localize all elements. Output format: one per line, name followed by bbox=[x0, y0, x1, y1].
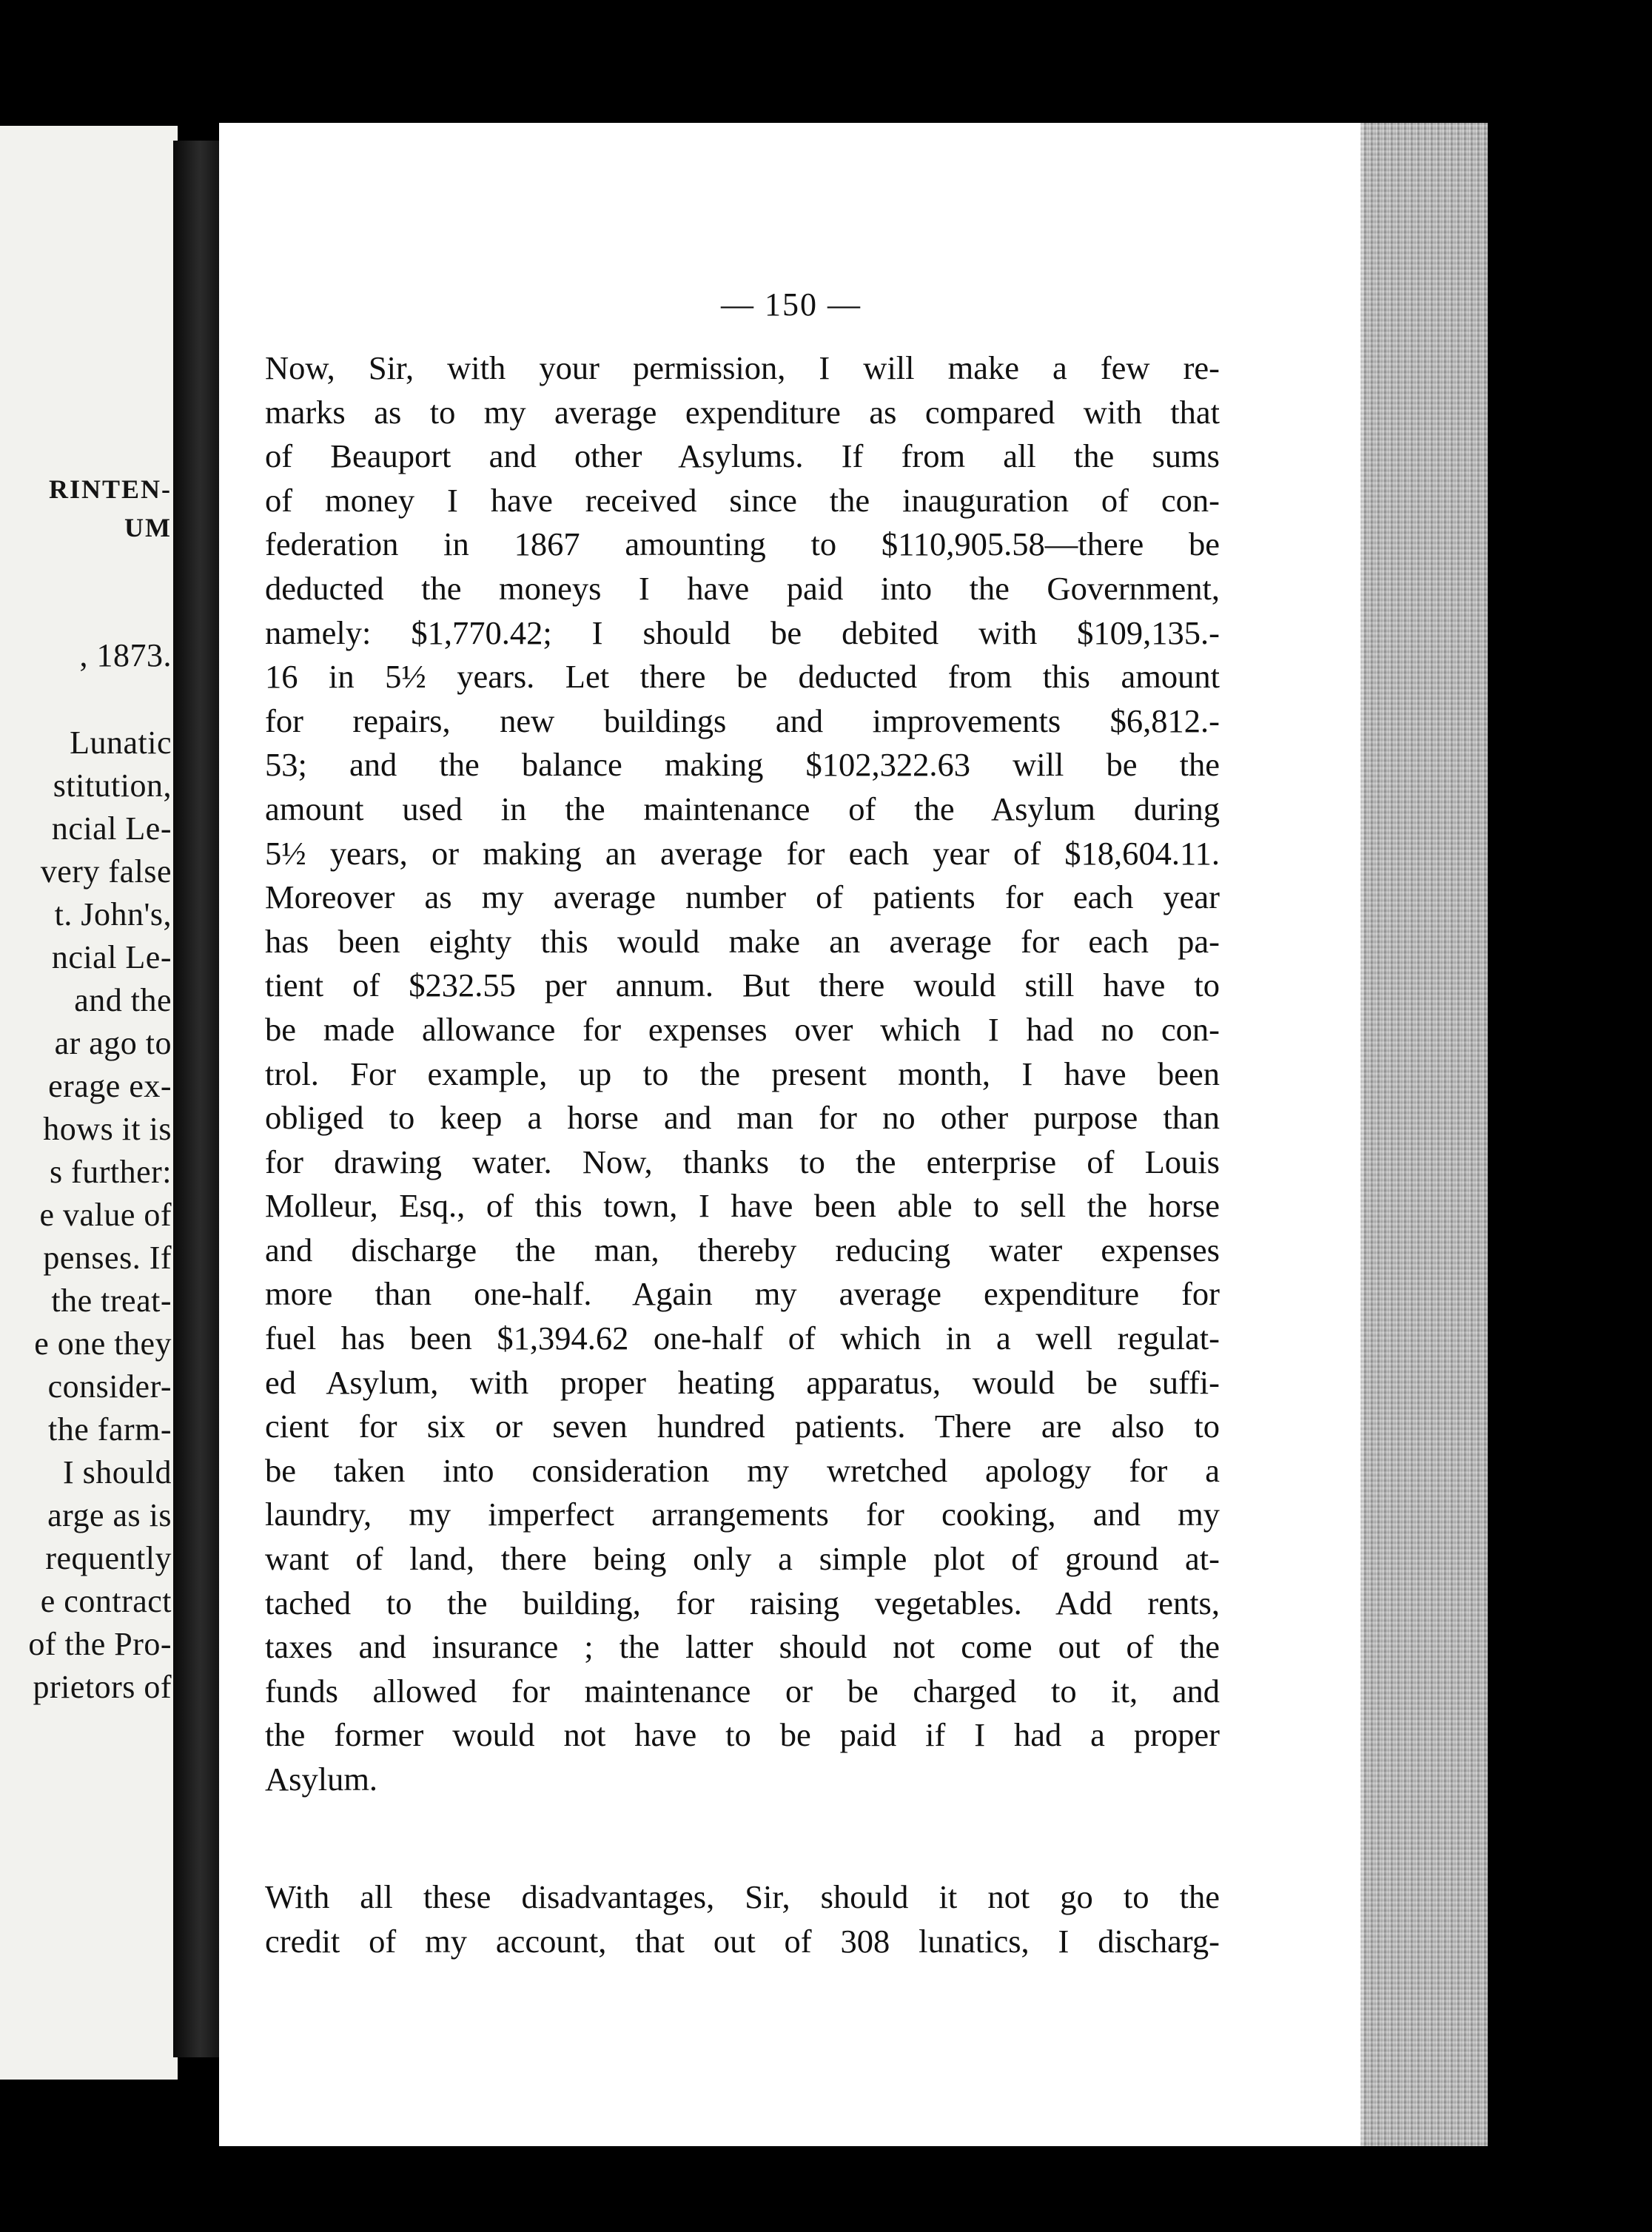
facing-page-line: arge as is bbox=[47, 1497, 172, 1533]
text-line: 16 in 5½ years. Let there be deducted from this amount bbox=[265, 658, 1220, 696]
text-line: fuel has been $1,394.62 one-half of which in a well regulat- bbox=[265, 1320, 1220, 1357]
facing-page-line: ncial Le- bbox=[51, 810, 172, 847]
text-line: Now, Sir, with your permission, I will make a few re- bbox=[265, 349, 1220, 386]
text-line: want of land, there being only a simple plot of ground at- bbox=[265, 1540, 1220, 1578]
text-line: of money I have received since the inauguration of con- bbox=[265, 481, 1220, 519]
text-line: federation in 1867 amounting to $110,905.58—there be bbox=[265, 525, 1220, 563]
text-line: marks as to my average expenditure as compared with that bbox=[265, 393, 1220, 431]
book-page bbox=[219, 123, 1363, 2146]
page-edge-leaves bbox=[1360, 123, 1488, 2146]
text-line: amount used in the maintenance of the Asylum during bbox=[265, 790, 1220, 827]
text-line: obliged to keep a horse and man for no other purpose than bbox=[265, 1099, 1220, 1137]
paragraph-2 bbox=[265, 1875, 1220, 1963]
text-line: trol. For example, up to the present month, I have been bbox=[265, 1055, 1220, 1092]
page-number: — 150 — bbox=[721, 286, 862, 323]
text-line: Moreover as my average number of patients for each year bbox=[265, 878, 1220, 916]
text-line: for drawing water. Now, thanks to the enterprise of Louis bbox=[265, 1143, 1220, 1180]
facing-page-line: the treat- bbox=[51, 1283, 172, 1319]
text-line: cient for six or seven hundred patients. There are also to bbox=[265, 1408, 1220, 1445]
facing-page-line: RINTEN- bbox=[48, 474, 172, 504]
text-line: of Beauport and other Asylums. If from all the sums bbox=[265, 437, 1220, 475]
facing-page-line: e value of bbox=[39, 1197, 172, 1233]
text-line: taxes and insurance ; the latter should not come out of the bbox=[265, 1628, 1220, 1666]
text-line: credit of my account, that out of 308 lunatics, I discharg- bbox=[265, 1922, 1220, 1960]
facing-page-fragment bbox=[0, 126, 178, 2080]
text-line: 53; and the balance making $102,322.63 will be the bbox=[265, 746, 1220, 784]
facing-page-line: Lunatic bbox=[70, 725, 172, 761]
text-line: Molleur, Esq., of this town, I have been able to sell the horse bbox=[265, 1187, 1220, 1225]
facing-page-line: , 1873. bbox=[79, 637, 172, 673]
text-line: ed Asylum, with proper heating apparatus, would be suffi- bbox=[265, 1363, 1220, 1401]
facing-page-line: I should bbox=[63, 1454, 172, 1490]
facing-page-line: e contract bbox=[40, 1583, 172, 1619]
text-line: tached to the building, for raising vegetables. Add rents, bbox=[265, 1584, 1220, 1621]
facing-page-line: the farm- bbox=[48, 1411, 172, 1448]
text-line: and discharge the man, thereby reducing water expenses bbox=[265, 1231, 1220, 1268]
text-line: for repairs, new buildings and improvements $6,812.- bbox=[265, 702, 1220, 739]
text-line: Asylum. bbox=[265, 1761, 378, 1798]
text-line: more than one-half. Again my average expenditure for bbox=[265, 1275, 1220, 1313]
facing-page-line: consider- bbox=[47, 1368, 172, 1405]
facing-page-line: t. John's, bbox=[54, 896, 172, 932]
facing-page-line: and the bbox=[74, 982, 172, 1018]
text-line: be taken into consideration my wretched apology for a bbox=[265, 1451, 1220, 1489]
facing-page-line: of the Pro- bbox=[28, 1626, 172, 1662]
text-line: has been eighty this would make an average for each pa- bbox=[265, 922, 1220, 960]
facing-page-line: e one they bbox=[34, 1325, 172, 1362]
paragraph-1 bbox=[265, 346, 1220, 1802]
text-line: 5½ years, or making an average for each year of $18,604.11. bbox=[265, 834, 1220, 872]
facing-page-line: stitution, bbox=[53, 767, 172, 804]
book-gutter-shadow bbox=[173, 141, 222, 2057]
text-line: funds allowed for maintenance or be charged to it, and bbox=[265, 1672, 1220, 1710]
text-line: be made allowance for expenses over which I had no con- bbox=[265, 1010, 1220, 1048]
facing-page-line: penses. If bbox=[43, 1240, 172, 1276]
facing-page-line: erage ex- bbox=[48, 1068, 172, 1104]
facing-page-line: ar ago to bbox=[54, 1025, 172, 1061]
facing-page-line: hows it is bbox=[43, 1111, 172, 1147]
facing-page-line: UM bbox=[124, 513, 172, 542]
text-line: the former would not have to be paid if I had a proper bbox=[265, 1716, 1220, 1754]
text-line: laundry, my imperfect arrangements for cooking, and my bbox=[265, 1496, 1220, 1533]
facing-page-line: very false bbox=[40, 853, 172, 890]
text-line: With all these disadvantages, Sir, should it not go to the bbox=[265, 1878, 1220, 1915]
facing-page-line: s further: bbox=[49, 1154, 172, 1190]
text-line: namely: $1,770.42; I should be debited with $109,135.- bbox=[265, 614, 1220, 651]
text-line: deducted the moneys I have paid into the Government, bbox=[265, 569, 1220, 607]
text-line: tient of $232.55 per annum. But there would still have to bbox=[265, 967, 1220, 1004]
facing-page-line: ncial Le- bbox=[51, 939, 172, 975]
facing-page-line: requently bbox=[45, 1540, 172, 1576]
facing-page-line: prietors of bbox=[33, 1669, 172, 1705]
